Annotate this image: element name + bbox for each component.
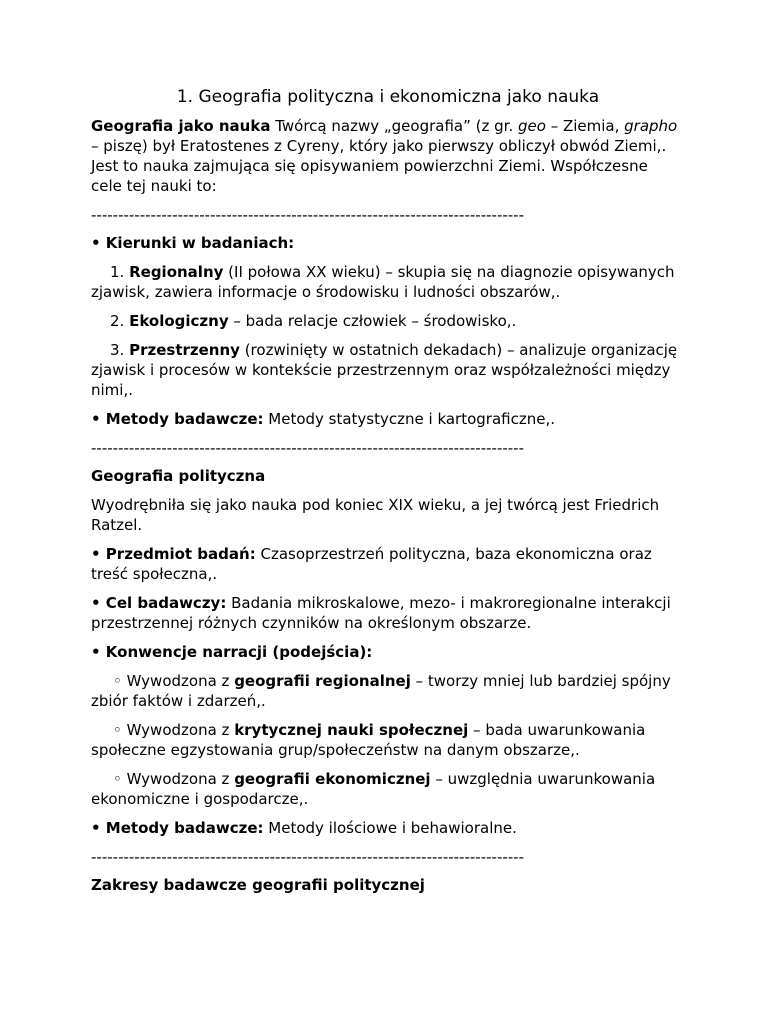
- methods-text: Metody ilościowe i behawioralne.: [263, 819, 517, 837]
- section-heading-political-geography: Geografia polityczna: [91, 467, 266, 485]
- intro-geo: geo: [517, 117, 546, 135]
- convention-text: – uwzględnia uwarunkowania ekonomiczne i gospodarcze,.: [91, 770, 656, 808]
- intro-text-2: – Ziemia,: [545, 117, 625, 135]
- direction-text: (II połowa XX wieku) – skupia się na diagnozie opisywanych zjawisk, zawiera informacje o środowisku i ludności obszarów,.: [91, 263, 675, 301]
- convention-prefix: ◦ Wywodzona z: [113, 721, 235, 739]
- convention-prefix: ◦ Wywodzona z: [113, 770, 235, 788]
- subject-label: • Przedmiot badań:: [91, 545, 256, 563]
- convention-item-regional: [91, 671, 683, 711]
- direction-item-regional: [91, 262, 683, 302]
- document-title: 1. Geografia polityczna i ekonomiczna jako nauka: [176, 87, 600, 107]
- convention-source: geografii ekonomicznej: [234, 770, 431, 788]
- convention-prefix: ◦ Wywodzona z: [113, 672, 235, 690]
- subject-text: Czasoprzestrzeń polityczna, baza ekonomiczna oraz treść społeczna,.: [91, 545, 652, 583]
- goal-text: Badania mikroskalowe, mezo- i makroregionalne interakcji przestrzennej różnych czynników na określonym obszarze.: [91, 594, 671, 632]
- methods-text: Metody statystyczne i kartograficzne,.: [263, 410, 556, 428]
- convention-source: krytycznej nauki społecznej: [234, 721, 469, 739]
- intro-text-1: Twórcą nazwy „geografia” (z gr.: [270, 117, 518, 135]
- convention-text: – tworzy mniej lub bardziej spójny zbiór faktów i zdarzeń,.: [91, 672, 671, 710]
- direction-number: 2.: [110, 312, 130, 330]
- direction-text: – bada relacje człowiek – środowisko,.: [228, 312, 517, 330]
- direction-text: (rozwinięty w ostatnich dekadach) – analizuje organizację zjawisk i procesów w kontekście przestrzennym oraz współzależności między nimi,.: [91, 341, 678, 399]
- intro-text-3: – piszę) był Eratostenes z Cyreny, który jako pierwszy obliczył obwód Ziemi,. Jest to nauka zajmująca się opisywaniem powierzchni Ziemi. Współczesne cele tej nauki to:: [91, 137, 667, 195]
- intro-grapho: grapho: [624, 117, 678, 135]
- conventions-label: [91, 642, 683, 662]
- goal-label: • Cel badawczy:: [91, 594, 227, 612]
- horizontal-rule: --------------------------------------------------------------------------------: [91, 439, 525, 457]
- convention-item-critical: [91, 720, 683, 760]
- direction-name: Ekologiczny: [129, 312, 229, 330]
- directions-label-text: • Kierunki w badaniach:: [91, 234, 295, 252]
- section-heading-research-scope: Zakresy badawcze geografii politycznej: [91, 876, 425, 894]
- political-geography-intro: Wyodrębniła się jako nauka pod koniec XIX wieku, a jej twórcą jest Friedrich Ratzel.: [91, 496, 660, 534]
- horizontal-rule: --------------------------------------------------------------------------------: [91, 848, 525, 866]
- horizontal-rule: --------------------------------------------------------------------------------: [91, 206, 525, 224]
- methods-label: • Metody badawcze:: [91, 819, 264, 837]
- methods-paragraph-1: [91, 409, 683, 429]
- direction-number: 3.: [110, 341, 130, 359]
- subject-paragraph: [91, 544, 683, 584]
- direction-name: Przestrzenny: [129, 341, 240, 359]
- convention-text: – bada uwarunkowania społeczne egzystowania grup/społeczeństw na danym obszarze,.: [91, 721, 646, 759]
- convention-source: geografii regionalnej: [234, 672, 411, 690]
- direction-item-ecological: [91, 311, 683, 331]
- goal-paragraph: [91, 593, 683, 633]
- direction-name: Regionalny: [129, 263, 224, 281]
- conventions-label-text: • Konwencje narracji (podejścia):: [91, 643, 373, 661]
- direction-number: 1.: [110, 263, 130, 281]
- intro-lead: Geografia jako nauka: [91, 117, 271, 135]
- methods-label: • Metody badawcze:: [91, 410, 264, 428]
- direction-item-spatial: [91, 340, 683, 400]
- directions-label: [91, 233, 683, 253]
- convention-item-economic: [91, 769, 683, 809]
- intro-paragraph: [91, 116, 683, 196]
- document-page: [91, 86, 683, 904]
- methods-paragraph-2: [91, 818, 683, 838]
